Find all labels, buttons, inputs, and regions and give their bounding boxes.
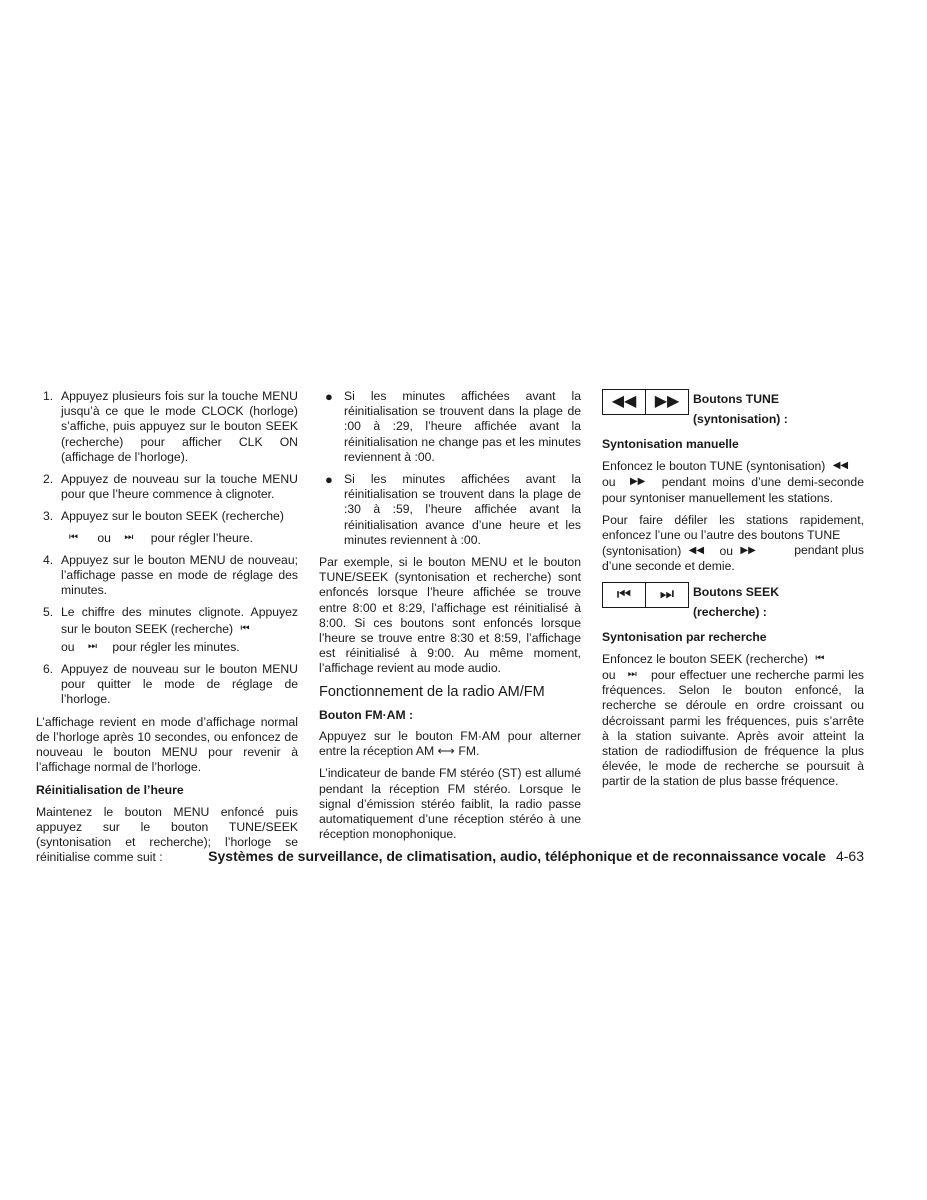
step-3 xyxy=(36,509,298,545)
step-text: Appuyez plusieurs fois sur la touche MENU jusqu’à ce que le mode CLOCK (horloge) s’affiche, puis appuyez sur le bouton SEEK (recherche) pour afficher CLK ON (affichage de l’horloge). xyxy=(61,389,298,464)
step-text: Appuyez sur le bouton MENU de nouveau; l’affichage passe en mode de réglage des minutes. xyxy=(61,552,298,598)
tune-buttons-label: Boutons TUNE xyxy=(693,392,779,406)
or-text: ou xyxy=(602,475,616,490)
or-text: ou xyxy=(97,530,111,545)
bullet-icon: ● xyxy=(325,472,333,488)
seek-prev-icon: ⏮ xyxy=(69,531,78,543)
seek-next-icon: ⏭ xyxy=(627,669,637,681)
tune-buttons-label-2: (syntonisation) : xyxy=(693,412,788,426)
seek-buttons-illustration xyxy=(602,582,689,608)
page-number: 4-63 xyxy=(835,848,864,864)
seek-next-icon: ⏭ xyxy=(659,586,675,604)
section-heading: Bouton FM·AM : xyxy=(319,707,414,722)
step-text: Appuyez sur le bouton SEEK (recherche) xyxy=(61,509,284,524)
step-number: 1. xyxy=(43,389,54,403)
paragraph-text: pendant plus xyxy=(794,543,864,558)
paragraph xyxy=(602,651,864,790)
seek-buttons-label: Boutons SEEK xyxy=(693,584,779,599)
section-heading: Syntonisation manuelle xyxy=(602,437,739,451)
or-text: ou xyxy=(719,544,733,559)
tune-buttons-figure xyxy=(602,389,864,429)
step-number: 5. xyxy=(43,605,54,620)
step-tail-text: pour régler l’heure. xyxy=(150,530,254,545)
step-4 xyxy=(36,553,298,599)
paragraph-text: Pour faire défiler les stations rapidement, enfoncez l’une ou l’autre des boutons TUNE xyxy=(602,512,864,543)
fast-forward-icon: ▶▶ xyxy=(654,393,680,411)
rewind-icon: ◀◀ xyxy=(688,545,705,557)
fast-forward-icon: ▶▶ xyxy=(740,545,756,557)
step-number: 3. xyxy=(43,509,54,524)
bullet-item xyxy=(319,472,581,548)
or-text: ou xyxy=(602,668,616,683)
section-heading: Syntonisation par recherche xyxy=(602,629,767,644)
paragraph xyxy=(602,513,864,575)
step-1 xyxy=(36,389,298,465)
paragraph-text: Enfoncez le bouton SEEK (recherche) xyxy=(602,651,808,666)
bullet-item xyxy=(319,389,581,465)
step-number: 4. xyxy=(43,552,54,567)
seek-next-icon: ⏭ xyxy=(124,531,134,543)
bullet-icon: ● xyxy=(325,389,333,404)
column-3 xyxy=(602,389,864,797)
step-text: Appuyez de nouveau sur la touche MENU pour que l’heure commence à clignoter. xyxy=(61,472,298,502)
paragraph xyxy=(602,458,864,506)
footer-title: Systèmes de surveillance, de climatisation, audio, téléphonique et de reconnaissance vocale xyxy=(208,848,826,864)
paragraph: L’indicateur de bande FM stéréo (ST) est allumé pendant la réception FM stéréo. Lorsque le signal d’émission stéréo faiblit, la radio passe automatiquement d’une réception stéréo à une réception monophonique. xyxy=(319,766,581,842)
column-1 xyxy=(36,389,298,872)
paragraph: Appuyez sur le bouton FM·AM pour alterner entre la réception AM ⟷ FM. xyxy=(319,729,581,759)
seek-prev-icon: ⏮ xyxy=(815,652,825,664)
step-text: Appuyez de nouveau sur le bouton MENU pour quitter le mode de réglage de l’horloge. xyxy=(61,662,298,707)
paragraph-text: pour effectuer une recherche parmi les fréquences. Selon le bouton enfoncé, la recherche se déroule en ordre croissant ou décroissant parmi les fréquences, puis s’arrête à la station suivante. Après avoir atteint la station de radiodiffusion de fréquence la plus élevée, le mode de recherche se poursuit à partir de la station de plus basse fréquence. xyxy=(602,668,864,789)
column-2 xyxy=(319,389,581,849)
paragraph-text: d’une seconde et demie. xyxy=(602,559,735,574)
step-number: 2. xyxy=(43,472,54,487)
paragraph-text: pendant moins d’une demi-seconde pour syntoniser manuellement les stations. xyxy=(602,475,864,505)
section-title: Fonctionnement de la radio AM/FM xyxy=(319,683,545,700)
or-text: ou xyxy=(61,639,75,654)
seek-buttons-label-2: (recherche) : xyxy=(693,604,767,619)
seek-next-icon: ⏭ xyxy=(87,640,97,652)
paragraph-text: Enfoncez le bouton TUNE (syntonisation) xyxy=(602,459,826,474)
step-5 xyxy=(36,605,298,655)
section-heading: Réinitialisation de l’heure xyxy=(36,783,184,798)
seek-buttons-figure xyxy=(602,582,864,622)
step-6 xyxy=(36,662,298,708)
paragraph: Maintenez le bouton MENU enfoncé puis appuyez sur le bouton TUNE/SEEK (syntonisation et recherche); l’horloge se réinitialise comme suit : xyxy=(36,804,298,865)
seek-prev-icon: ⏮ xyxy=(603,583,646,607)
step-text: Le chiffre des minutes clignote. Appuyez sur le bouton SEEK (recherche) xyxy=(61,605,298,636)
tune-buttons-illustration xyxy=(602,389,689,415)
step-2 xyxy=(36,472,298,502)
bullet-text: Si les minutes affichées avant la réinitialisation se trouvent dans la plage de :30 à :59, l’heure affichée avant la réinitialisation avance d’une heure et les minutes reviennent à :00. xyxy=(344,472,581,547)
paragraph: Par exemple, si le bouton MENU et le bouton TUNE/SEEK (syntonisation et recherche) sont enfoncés lorsque l’heure affichée se trouve entre 8:00 et 8:29, l’affichage est réinitialisé à 8:00. Si ces boutons sont enfoncés lorsque l’heure se trouve entre 8:30 et 8:59, l’affichage est réinitialisé à 9:00. Au même moment, l’affichage revient au mode audio. xyxy=(319,555,581,676)
step-tail-text: pour régler les minutes. xyxy=(112,639,240,654)
paragraph: L’affichage revient en mode d’affichage normal de l’horloge après 10 secondes, ou enfoncez de nouveau le bouton MENU pour revenir à l’affichage normal de l’horloge. xyxy=(36,714,298,775)
page-footer xyxy=(208,848,864,864)
rewind-icon: ◀◀ xyxy=(832,460,849,472)
step-number: 6. xyxy=(43,662,54,677)
fast-forward-icon: ▶▶ xyxy=(629,476,646,488)
rewind-icon: ◀◀ xyxy=(603,390,646,414)
bullet-text: Si les minutes affichées avant la réinitialisation se trouvent dans la plage de :00 à :29, l’heure affichée avant la réinitialisation ne change pas et les minutes reviennent à :00. xyxy=(344,389,581,464)
paragraph-text: (syntonisation) xyxy=(602,544,682,559)
seek-prev-icon: ⏮ xyxy=(240,622,250,634)
